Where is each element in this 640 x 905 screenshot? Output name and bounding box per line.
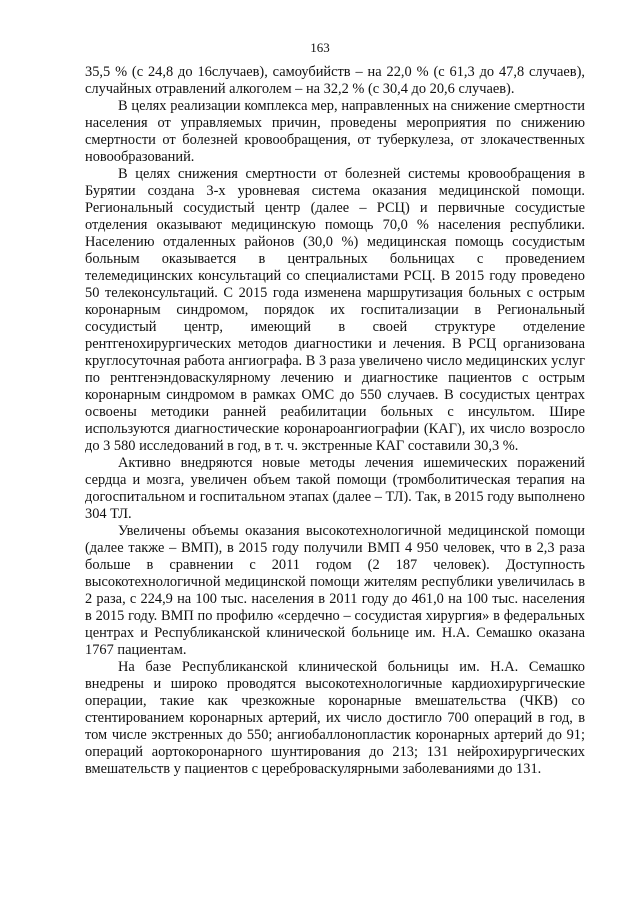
document-body	[85, 64, 585, 778]
paragraph-3: В целях снижения смертности от болезней системы кровообращения в Бурятии создана 3-х уровневая система оказания медицинской помощи. Региональный сосудистый центр (далее – РСЦ) и первичные сосудистые отделения оказывают медицинскую помощь 70,0 % населения республики. Населению отдаленных районов (30,0 %) медицинская помощь сосудистым больным оказывается в центральных больницах с проведением телемедицинских консультаций со специалистами РСЦ. В 2015 году проведено 50 телеконсультаций. С 2015 года изменена маршрутизация больных с острым коронарным синдромом, порядок их госпитализации в Региональный сосудистый центр, имеющий в своей структуре отделение рентгенохирургических методов диагностики и лечения. В РСЦ организована круглосуточная работа ангиографа. В 3 раза увеличено число медицинских услуг по рентгенэндоваскулярному лечению и диагностике пациентов с острым коронарным синдромом в рамках ОМС до 550 случаев. В сосудистых центрах освоены методики ранней реабилитации больных с инсультом. Шире используются диагностические коронароангиографии (КАГ), их число возросло до 3 580 исследований в год, в т. ч. экстренные КАГ составили 30,3 %.	[85, 166, 585, 454]
paragraph-2: В целях реализации комплекса мер, направленных на снижение смертности населения от управляемых причин, проведены мероприятия по снижению смертности от болезней кровообращения, от туберкулеза, от злокачественных новообразований.	[85, 98, 585, 165]
paragraph-1: 35,5 % (с 24,8 до 16случаев), самоубийств – на 22,0 % (с 61,3 до 47,8 случаев), случайных отравлений алкоголем – на 32,2 % (с 30,4 до 20,6 случаев).	[85, 64, 585, 97]
page-number: 163	[310, 40, 330, 55]
paragraph-6: На базе Республиканской клинической больницы им. Н.А. Семашко внедрены и широко проводятся высокотехнологичные кардиохирургические операции, такие как чрезкожные коронарные вмешательства (ЧКВ) со стентированием коронарных артерий, их число достигло 700 операций в год, в том числе экстренных до 550; ангиобаллонопластик коронарных артерий до 91; операций аортокоронарного шунтирования до 213; 131 нейрохирургических вмешательств у пациентов с цереброваскулярными заболеваниями до 131.	[85, 659, 585, 777]
paragraph-4: Активно внедряются новые методы лечения ишемических поражений сердца и мозга, увеличен объем такой помощи (тромболитическая терапия на догоспитальном и госпитальном этапах (далее – ТЛ). Так, в 2015 году выполнено 304 ТЛ.	[85, 455, 585, 522]
paragraph-5: Увеличены объемы оказания высокотехнологичной медицинской помощи (далее также – ВМП), в 2015 году получили ВМП 4 950 человек, что в 2,3 раза больше в сравнении с 2011 годом (2 187 человек). Доступность высокотехнологичной медицинской помощи жителям республики увеличилась в 2 раза, с 224,9 на 100 тыс. населения в 2011 году до 461,0 на 100 тыс. населения в 2015 году. ВМП по профилю «сердечно – сосудистая хирургия» в федеральных центрах и Республиканской клинической больнице им. Н.А. Семашко оказана 1767 пациентам.	[85, 523, 585, 658]
